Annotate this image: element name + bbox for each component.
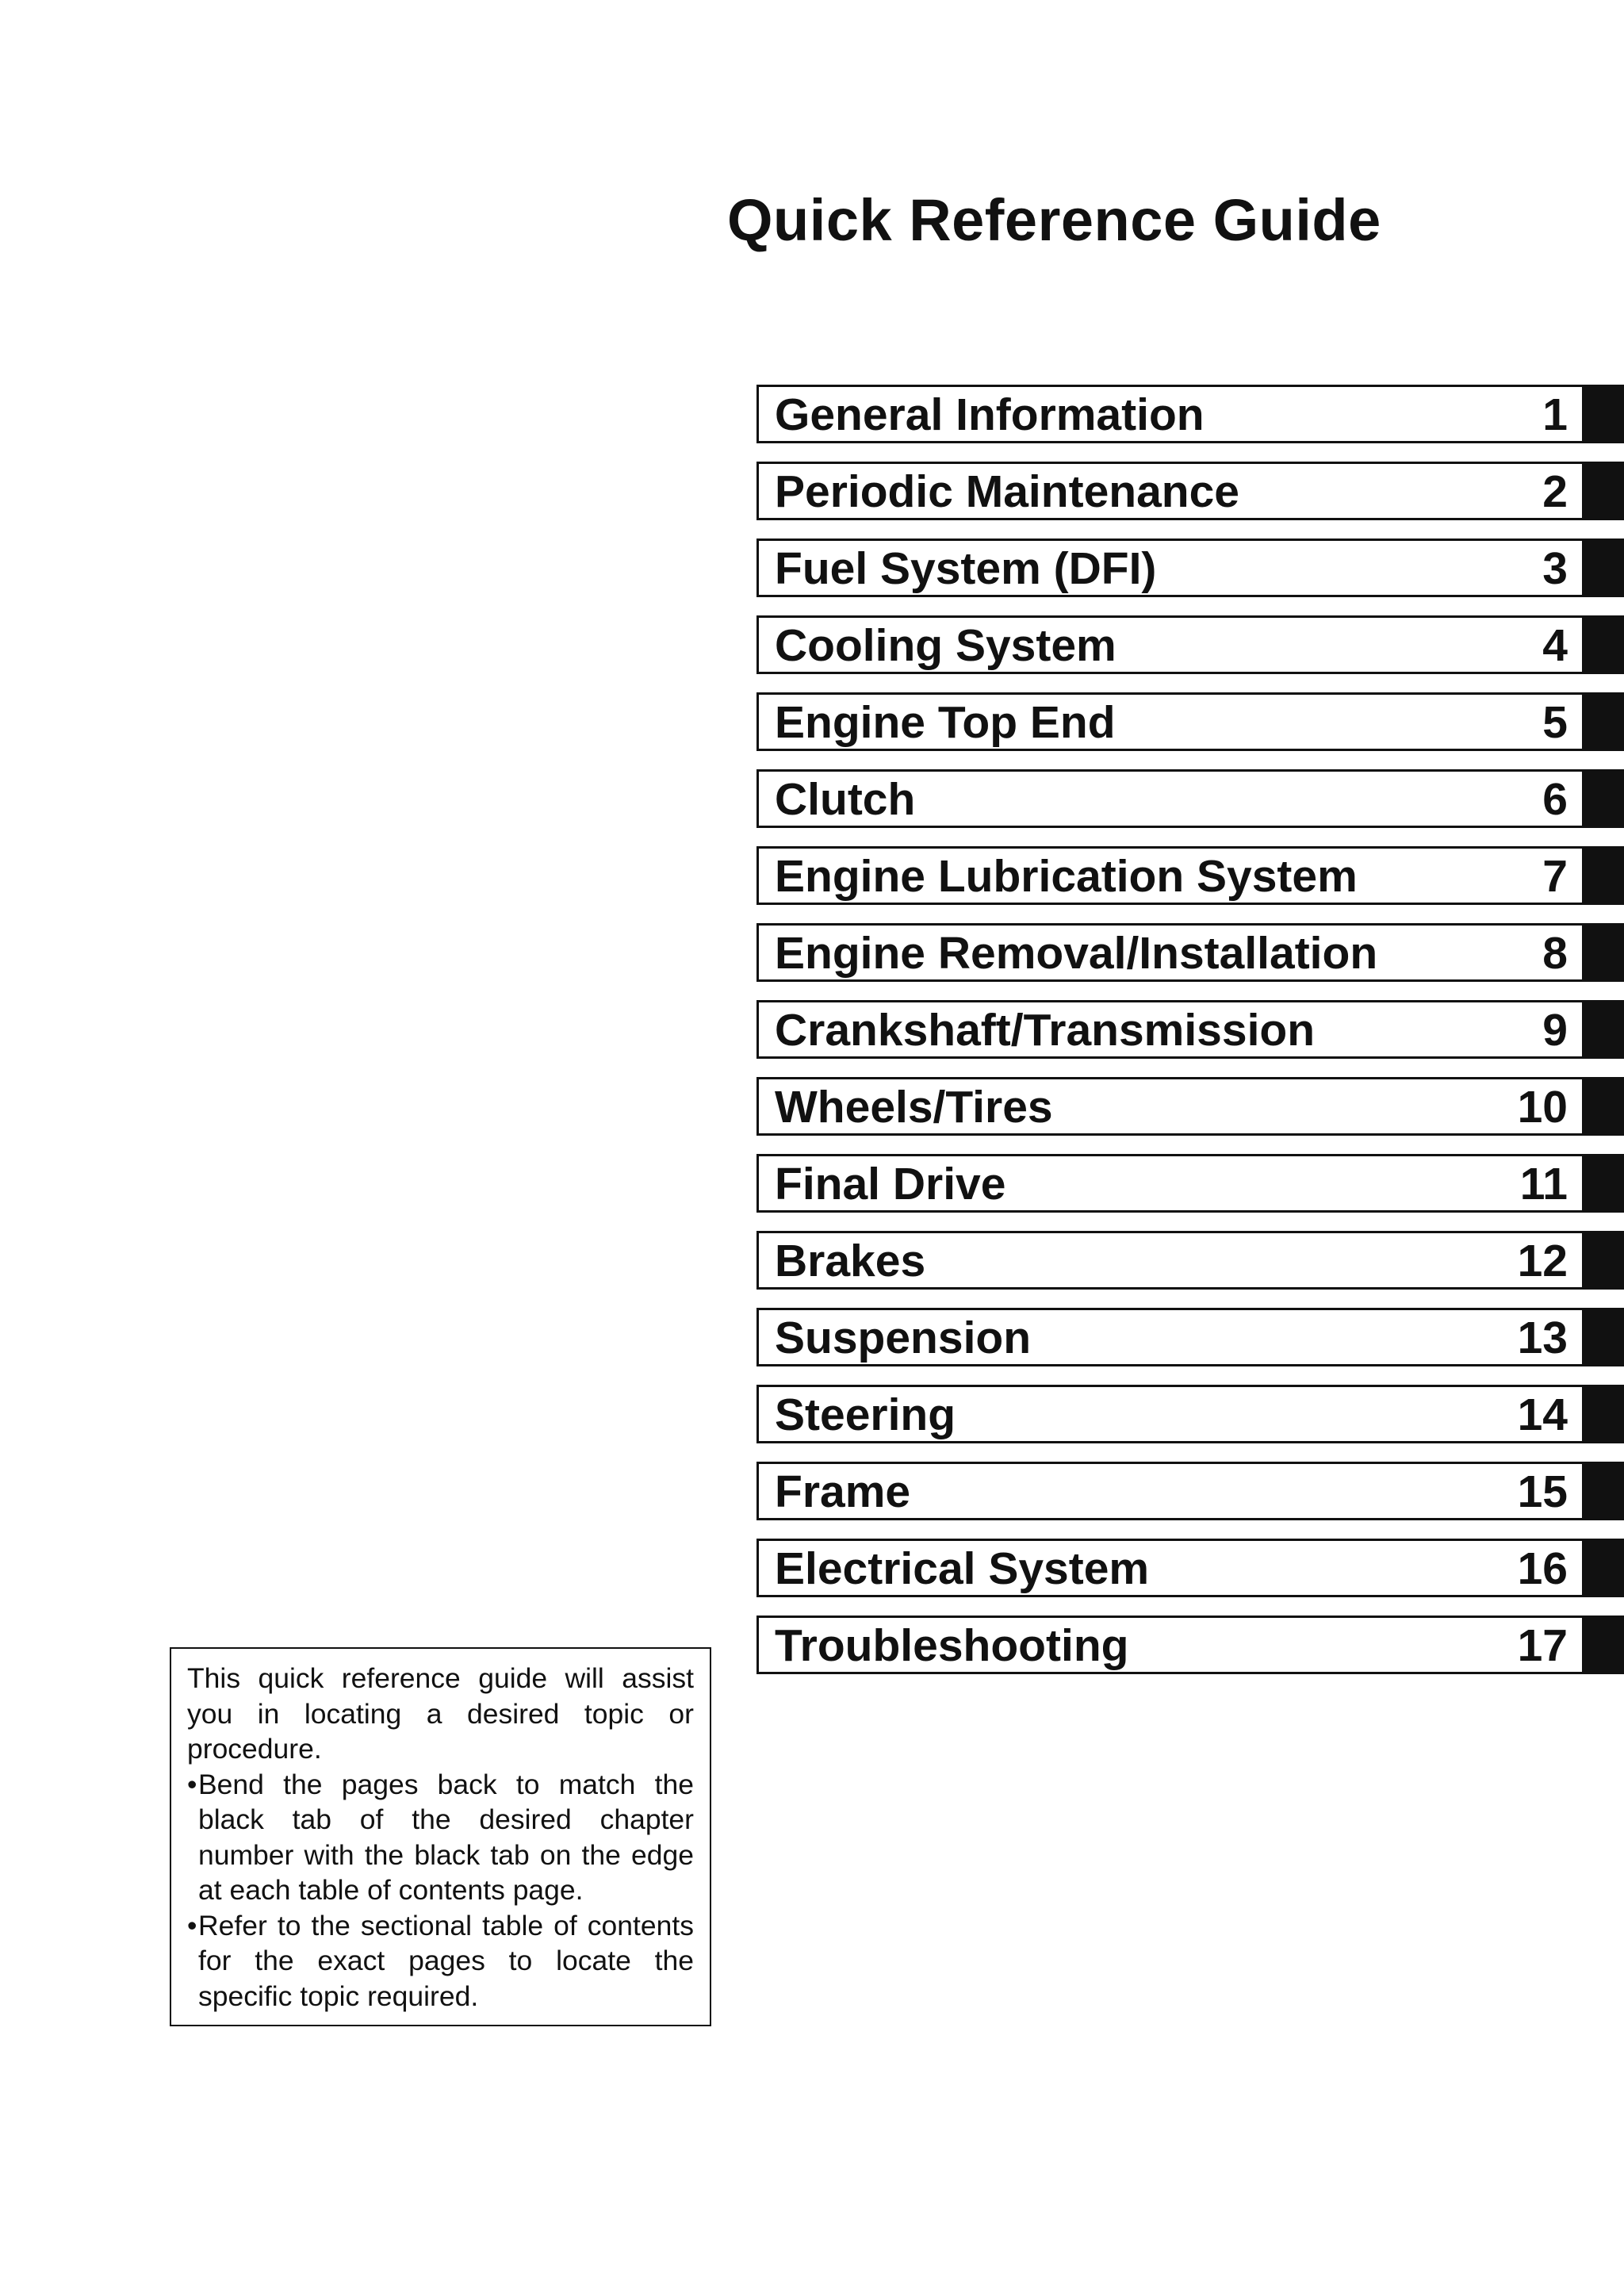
chapter-label: Engine Lubrication System: [775, 851, 1358, 902]
chapter-tab: [1584, 1000, 1624, 1059]
chapter-number: 11: [1519, 1159, 1568, 1209]
chapter-label: General Information: [775, 389, 1205, 440]
note-item: [187, 1767, 694, 1908]
chapter-label: Electrical System: [775, 1543, 1150, 1594]
chapter-label: Troubleshooting: [775, 1620, 1129, 1671]
note-item-text: Bend the pages back to match the black tab of the desired chapter number with the black tab on the edge at each table of contents page.: [198, 1768, 694, 1906]
chapter-tab: [1584, 1385, 1624, 1443]
chapter-box: [756, 615, 1584, 674]
chapter-tab: [1584, 615, 1624, 674]
chapter-box: [756, 1308, 1584, 1366]
chapter-row-engine-top-end[interactable]: [756, 692, 1624, 751]
chapter-row-steering[interactable]: [756, 1385, 1624, 1443]
chapter-row-periodic-maintenance[interactable]: [756, 462, 1624, 520]
chapter-tab: [1584, 923, 1624, 982]
chapter-tab: [1584, 539, 1624, 597]
chapter-row-troubleshooting[interactable]: [756, 1616, 1624, 1674]
chapter-tab: [1584, 462, 1624, 520]
chapter-number: 17: [1517, 1620, 1568, 1671]
chapter-label: Crankshaft/Transmission: [775, 1005, 1316, 1056]
chapter-tab: [1584, 692, 1624, 751]
chapter-row-engine-lubrication-system[interactable]: [756, 846, 1624, 905]
chapter-box: [756, 385, 1584, 443]
chapter-tab: [1584, 385, 1624, 443]
chapter-row-brakes[interactable]: [756, 1231, 1624, 1290]
chapter-box: [756, 539, 1584, 597]
chapter-box: [756, 1539, 1584, 1597]
chapter-tab: [1584, 1539, 1624, 1597]
chapter-label: Wheels/Tires: [775, 1082, 1053, 1133]
chapter-box: [756, 1385, 1584, 1443]
usage-note-box: [170, 1647, 711, 2026]
chapter-label: Final Drive: [775, 1159, 1006, 1209]
chapter-number: 5: [1542, 697, 1568, 748]
bullet-icon: •: [187, 1909, 197, 1941]
note-item-text: Refer to the sectional table of contents for the exact pages to locate the specific topic required.: [198, 1909, 694, 2012]
note-intro: This quick reference guide will assist you in locating a desired topic or procedure.: [187, 1662, 694, 1765]
chapter-box: [756, 1000, 1584, 1059]
chapter-number: 14: [1517, 1389, 1568, 1440]
chapter-tab: [1584, 1231, 1624, 1290]
chapter-label: Fuel System (DFI): [775, 543, 1157, 594]
chapter-number: 7: [1542, 851, 1568, 902]
chapter-number: 3: [1542, 543, 1568, 594]
chapter-number: 16: [1517, 1543, 1568, 1594]
chapter-label: Frame: [775, 1466, 911, 1517]
chapter-row-final-drive[interactable]: [756, 1154, 1624, 1213]
chapter-label: Suspension: [775, 1313, 1032, 1363]
chapter-tab: [1584, 1154, 1624, 1213]
chapter-number: 10: [1517, 1082, 1568, 1133]
chapter-tab: [1584, 1077, 1624, 1136]
chapter-label: Cooling System: [775, 620, 1116, 671]
chapter-row-wheels-tires[interactable]: [756, 1077, 1624, 1136]
chapter-label: Periodic Maintenance: [775, 466, 1240, 517]
chapter-box: [756, 692, 1584, 751]
chapter-box: [756, 769, 1584, 828]
chapter-box: [756, 1462, 1584, 1520]
chapter-label: Engine Top End: [775, 697, 1116, 748]
chapter-row-suspension[interactable]: [756, 1308, 1624, 1366]
chapter-row-electrical-system[interactable]: [756, 1539, 1624, 1597]
chapter-box: [756, 1616, 1584, 1674]
chapter-box: [756, 1077, 1584, 1136]
chapter-tab: [1584, 1308, 1624, 1366]
chapter-tab: [1584, 1616, 1624, 1674]
chapter-number: 1: [1542, 389, 1568, 440]
chapter-box: [756, 462, 1584, 520]
chapter-box: [756, 923, 1584, 982]
chapter-row-general-information[interactable]: [756, 385, 1624, 443]
chapter-number: 13: [1517, 1313, 1568, 1363]
chapter-label: Brakes: [775, 1236, 926, 1286]
page-title: Quick Reference Guide: [727, 187, 1381, 253]
chapter-box: [756, 846, 1584, 905]
chapter-number: 6: [1542, 774, 1568, 825]
chapter-row-clutch[interactable]: [756, 769, 1624, 828]
chapter-number: 15: [1517, 1466, 1568, 1517]
chapter-label: Clutch: [775, 774, 916, 825]
chapter-row-frame[interactable]: [756, 1462, 1624, 1520]
chapter-number: 8: [1542, 928, 1568, 979]
chapter-tab: [1584, 1462, 1624, 1520]
chapter-row-crankshaft-transmission[interactable]: [756, 1000, 1624, 1059]
chapter-box: [756, 1231, 1584, 1290]
chapter-number: 9: [1542, 1005, 1568, 1056]
chapter-row-engine-removal-installation[interactable]: [756, 923, 1624, 982]
chapter-label: Engine Removal/Installation: [775, 928, 1378, 979]
bullet-icon: •: [187, 1768, 197, 1800]
note-item: [187, 1908, 694, 2014]
chapter-number: 2: [1542, 466, 1568, 517]
chapter-number: 4: [1542, 620, 1568, 671]
chapter-number: 12: [1517, 1236, 1568, 1286]
note-list: [187, 1767, 694, 2014]
chapter-row-fuel-system[interactable]: [756, 539, 1624, 597]
chapter-label: Steering: [775, 1389, 956, 1440]
chapter-tab: [1584, 769, 1624, 828]
chapter-box: [756, 1154, 1584, 1213]
chapter-tab: [1584, 846, 1624, 905]
chapter-row-cooling-system[interactable]: [756, 615, 1624, 674]
